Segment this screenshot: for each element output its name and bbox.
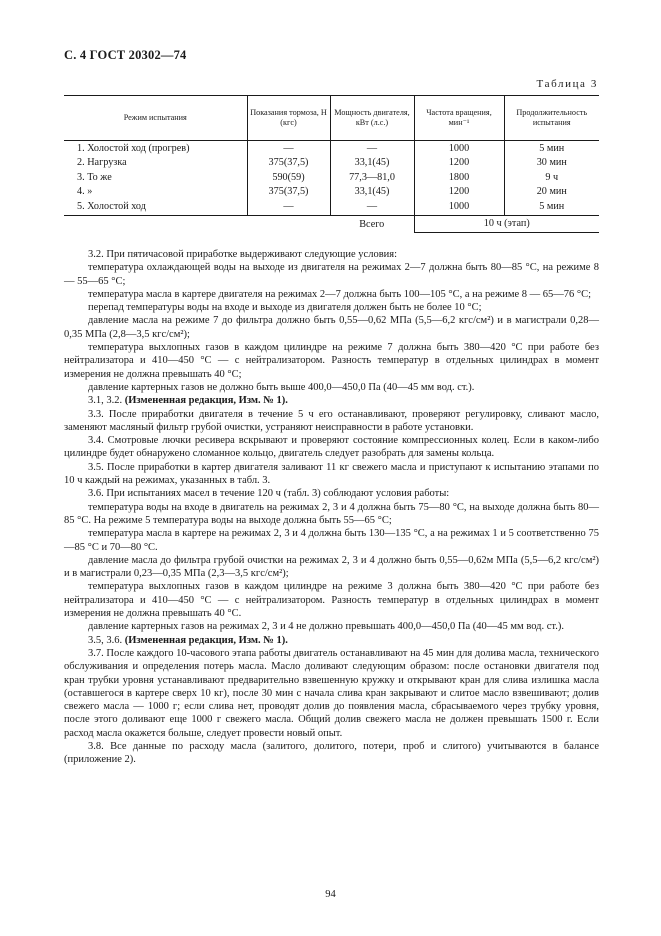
table-cell: 2. Нагрузка — [77, 157, 127, 169]
paragraph: давление картерных газов на режимах 2, 3 и 4 не должно превышать 400,0—450,0 Па (40—45 мм вод. ст.). — [88, 621, 564, 633]
column-header: Режим испытания — [64, 96, 247, 141]
body-text — [64, 248, 599, 767]
column-header: Частота вращения, мин⁻¹ — [414, 96, 504, 141]
table-cell: — — [330, 199, 414, 216]
table-cell: 33,1(45) — [330, 156, 414, 171]
edit-note-prefix: 3.5, 3.6. — [88, 634, 123, 646]
table-row — [64, 199, 599, 216]
paragraph: давление картерных газов не должно быть выше 400,0—450,0 Па (40—45 мм вод. ст.). — [88, 381, 475, 393]
table-total-row — [64, 216, 599, 232]
table-cell-empty — [64, 216, 330, 232]
table-cell: — — [330, 141, 414, 156]
table-cell: 33,1(45) — [330, 185, 414, 200]
edit-note-prefix: 3.1, 3.2. — [88, 395, 123, 407]
column-header: Продолжительность испытания — [504, 96, 599, 141]
paragraph: температура масла в картере на режимах 2, 3 и 4 должна быть 130—135 °С, а на режимах 1 и 5 соответственно 75—85 °С и 70—80 °С. — [64, 528, 599, 553]
table-header-row — [64, 96, 599, 141]
table-cell: 1800 — [414, 170, 504, 185]
paragraph: 3.2. При пятичасовой приработке выдерживают следующие условия: — [88, 249, 398, 260]
column-header: Показания тормоза, Н (кгс) — [247, 96, 330, 141]
total-value: 10 ч (этап) — [414, 216, 599, 232]
table-cell: 590(59) — [247, 170, 330, 185]
table-cell: 9 ч — [504, 170, 599, 185]
edit-note — [64, 394, 599, 407]
paragraph: 3.4. Смотровые лючки ресивера вскрывают и проверяют состояние компрессионных колец. Если в каком-либо цилиндре будет обнаружено сломанное кольцо, двигатель следует разобрать для замены кольца. — [64, 435, 599, 460]
page-number: 94 — [325, 889, 336, 900]
edit-note — [64, 634, 599, 647]
table-cell: 375(37,5) — [247, 156, 330, 171]
paragraph: 3.7. После каждого 10-часового этапа работы двигатель останавливают на 45 мин для долива масла, технического обслуживания и определения потерь масла. Масло доливают следующим образом: после остановки двигателя под кран трубки уровня устанавливают предварительно взвешенную кружку и открывают кран для слива излишка масла (оставшегося в картере сверх 10 кг), после 30 мин с начала слива кран закрывают и слитое масло взвешивают; долив свежего масла — 1000 г; если слива нет, проводят долив до появления масла, сбрасываемого через трубку уровня, после этого доливают еще 1000 г свежего масла. Общий долив свежего масла не должен превышать 1500 г. Если расход масла окажется больше, следует провести новый опыт. — [64, 647, 599, 739]
table-cell: 5. Холостой ход — [64, 199, 247, 216]
table-cell: 77,3—81,0 — [330, 170, 414, 185]
table-cell: 5 мин — [504, 199, 599, 216]
paragraph: 3.3. После приработки двигателя в течение 5 ч его останавливают, проверяют регулировку, сливают масло, заменяют масляный фильтр грубой очистки, устраняют неисправности в работе установки. — [64, 408, 599, 433]
paragraph: давление масла на режиме 7 до фильтра должно быть 0,55—0,62 МПа (5,5—6,2 кгс/см²) и в магистрали 0,28—0,35 МПа (2,8—3,5 кгс/см²); — [64, 315, 599, 340]
table-cell: — — [247, 199, 330, 216]
table-cell: 1200 — [414, 185, 504, 200]
paragraph: перепад температуры воды на входе и выходе из двигателя должен быть не более 10 °С; — [88, 302, 482, 314]
paragraph: 3.5. После приработки в картер двигателя заливают 11 кг свежего масла и приступают к испытанию этапами по 10 ч каждый на режимах, указанных в табл. 3. — [64, 461, 599, 487]
page-header: С. 4 ГОСТ 20302—74 — [64, 48, 187, 62]
column-header: Мощность двигателя, кВт (л.с.) — [330, 96, 414, 141]
table-3 — [64, 95, 599, 233]
table-row — [64, 170, 599, 185]
edit-note-bold: (Измененная редакция, Изм. № 1). — [124, 634, 288, 646]
paragraph: температура масла в картере двигателя на режимах 2—7 должна быть 100—105 °С, а на режиме 8 — 65—76 °С; — [88, 288, 592, 300]
table-cell: 1000 — [414, 141, 504, 156]
paragraph: 3.6. При испытаниях масел в течение 120 ч (табл. 3) соблюдают условия работы: — [88, 488, 450, 500]
edit-note-bold: (Измененная редакция, Изм. № 1). — [124, 395, 288, 407]
paragraph: температура выхлопных газов в каждом цилиндре на режиме 3 должна быть 380—420 °С при работе без нейтрализатора и 410—450 °С — с нейтрализатором. Разность температур в отдельных цилиндрах в момент измерения не должна превышать 40 °С. — [64, 581, 599, 620]
table-cell: 4. » — [77, 186, 93, 198]
table-cell: — — [247, 141, 330, 156]
table-row — [64, 185, 599, 200]
total-label: Всего — [359, 218, 385, 230]
table-cell: 20 мин — [504, 185, 599, 200]
paragraph: давление масла до фильтра грубой очистки на режимах 2, 3 и 4 должно быть 0,55—0,62м МПа (5,5—6,2 кгс/см²) и в магистрали 0,23—0,35 МПа (2,3—3,5 кгс/см²); — [64, 554, 599, 580]
paragraph: температура выхлопных газов в каждом цилиндре на режиме 7 должна быть 380—420 °С при работе без нейтрализатора и 410—450 °С — с нейтрализатором. Разность температур в отдельных цилиндрах в момент измерения не должна превышать 40 °С; — [64, 342, 599, 380]
paragraph: температура охлаждающей воды на выходе из двигателя на режимах 2—7 должна быть 80—85 °С, на режиме 8 — 55—65 °С; — [64, 262, 599, 287]
table-cell: 375(37,5) — [247, 185, 330, 200]
table-row — [64, 141, 599, 156]
table-cell: 1200 — [414, 156, 504, 171]
table-cell: 3. То же — [77, 171, 112, 183]
table-row — [64, 156, 599, 171]
paragraph: 3.8. Все данные по расходу масла (залитого, долитого, потери, проб и слитого) учитываются в балансе (приложение 2). — [64, 740, 599, 766]
table-cell: 1. Холостой ход (прогрев) — [77, 142, 190, 154]
table-cell: 30 мин — [504, 156, 599, 171]
table-cell: 1000 — [414, 199, 504, 216]
table-cell: 5 мин — [504, 141, 599, 156]
paragraph: температура воды на входе в двигатель на режимах 2, 3 и 4 должна быть 75—80 °С, на выходе должна быть 80—85 °С. На режиме 5 температура воды на выходе должна быть 55—65 °С; — [64, 501, 599, 526]
table-caption: Таблица 3 — [536, 78, 598, 90]
